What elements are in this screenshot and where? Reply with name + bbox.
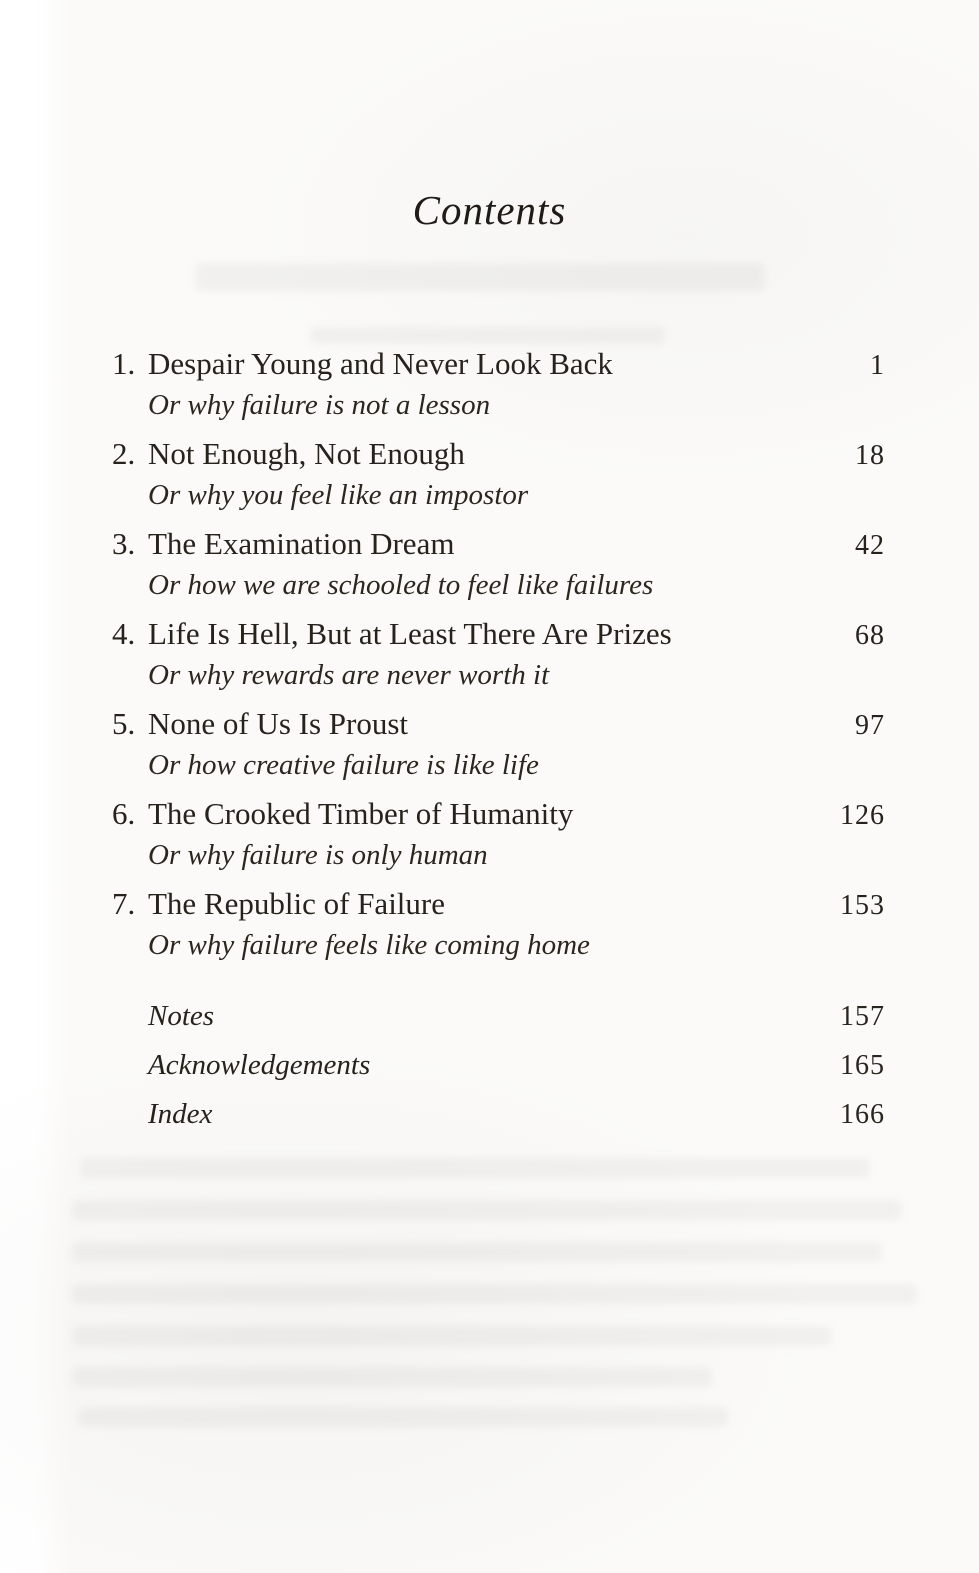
chapter-title: Despair Young and Never Look Back bbox=[148, 346, 613, 381]
chapter-number: 1. bbox=[112, 346, 136, 381]
toc-entry-chapter-6 bbox=[112, 794, 885, 874]
chapter-heading bbox=[112, 344, 885, 386]
chapter-title: The Republic of Failure bbox=[148, 886, 445, 921]
chapter-subtitle: Or why failure feels like coming home bbox=[148, 929, 590, 961]
chapter-heading bbox=[112, 794, 885, 836]
chapter-heading bbox=[112, 614, 885, 656]
chapter-subtitle: Or why failure is only human bbox=[148, 839, 488, 871]
chapter-page-number: 153 bbox=[840, 890, 885, 921]
chapter-number: 7. bbox=[112, 886, 136, 921]
chapter-page-number: 1 bbox=[870, 350, 885, 381]
bleedthrough-band bbox=[72, 1326, 832, 1346]
chapter-subtitle: Or how we are schooled to feel like failures bbox=[148, 569, 654, 601]
chapter-subtitle: Or why rewards are never worth it bbox=[148, 659, 550, 691]
backmatter-page-number: 165 bbox=[840, 1050, 885, 1081]
toc-entry-index bbox=[112, 1090, 885, 1139]
chapter-heading bbox=[112, 884, 885, 926]
toc-entry-chapter-2 bbox=[112, 434, 885, 514]
chapter-subtitle: Or how creative failure is like life bbox=[148, 749, 539, 781]
backmatter-label: Acknowledgements bbox=[148, 1049, 371, 1081]
bleedthrough-band bbox=[72, 1367, 712, 1387]
backmatter-page-number: 157 bbox=[840, 1001, 885, 1032]
backmatter-label: Index bbox=[148, 1098, 213, 1130]
chapter-subtitle: Or why you feel like an impostor bbox=[148, 479, 529, 511]
chapter-heading bbox=[112, 704, 885, 746]
chapter-number: 5. bbox=[112, 706, 136, 741]
chapter-title: The Examination Dream bbox=[148, 526, 455, 561]
chapter-number: 4. bbox=[112, 616, 136, 651]
page-title: Contents bbox=[412, 187, 567, 233]
backmatter-page-number: 166 bbox=[840, 1099, 885, 1130]
chapter-title: The Crooked Timber of Humanity bbox=[148, 796, 574, 831]
chapter-title: Not Enough, Not Enough bbox=[148, 436, 465, 471]
toc-entry-notes bbox=[112, 992, 885, 1041]
chapter-page-number: 97 bbox=[855, 710, 885, 741]
bleedthrough-band bbox=[72, 1242, 882, 1262]
chapter-page-number: 126 bbox=[840, 800, 885, 831]
toc-entry-chapter-4 bbox=[112, 614, 885, 694]
chapter-number: 2. bbox=[112, 436, 136, 471]
toc-entry-chapter-7 bbox=[112, 884, 885, 964]
chapter-title: None of Us Is Proust bbox=[148, 706, 409, 741]
toc-entry-chapter-3 bbox=[112, 524, 885, 604]
chapter-title: Life Is Hell, But at Least There Are Prizes bbox=[148, 616, 672, 651]
bleedthrough-band bbox=[72, 1200, 902, 1220]
bleedthrough-band bbox=[72, 1284, 917, 1304]
chapter-page-number: 18 bbox=[855, 440, 885, 471]
toc-entry-chapter-5 bbox=[112, 704, 885, 784]
chapter-subtitle: Or why failure is not a lesson bbox=[148, 389, 491, 421]
bleedthrough-band bbox=[80, 1158, 870, 1178]
table-of-contents bbox=[112, 344, 885, 1139]
bleedthrough-band bbox=[195, 263, 765, 291]
backmatter-label: Notes bbox=[148, 1000, 215, 1032]
chapter-page-number: 68 bbox=[855, 620, 885, 651]
bleedthrough-band bbox=[310, 327, 665, 344]
backmatter-list bbox=[112, 992, 885, 1139]
chapter-page-number: 42 bbox=[855, 530, 885, 561]
chapter-number: 6. bbox=[112, 796, 136, 831]
chapter-heading bbox=[112, 524, 885, 566]
bleedthrough-band bbox=[78, 1407, 728, 1427]
toc-entry-acknowledgements bbox=[112, 1041, 885, 1090]
chapter-heading bbox=[112, 434, 885, 476]
toc-entry-chapter-1 bbox=[112, 344, 885, 424]
chapter-number: 3. bbox=[112, 526, 136, 561]
